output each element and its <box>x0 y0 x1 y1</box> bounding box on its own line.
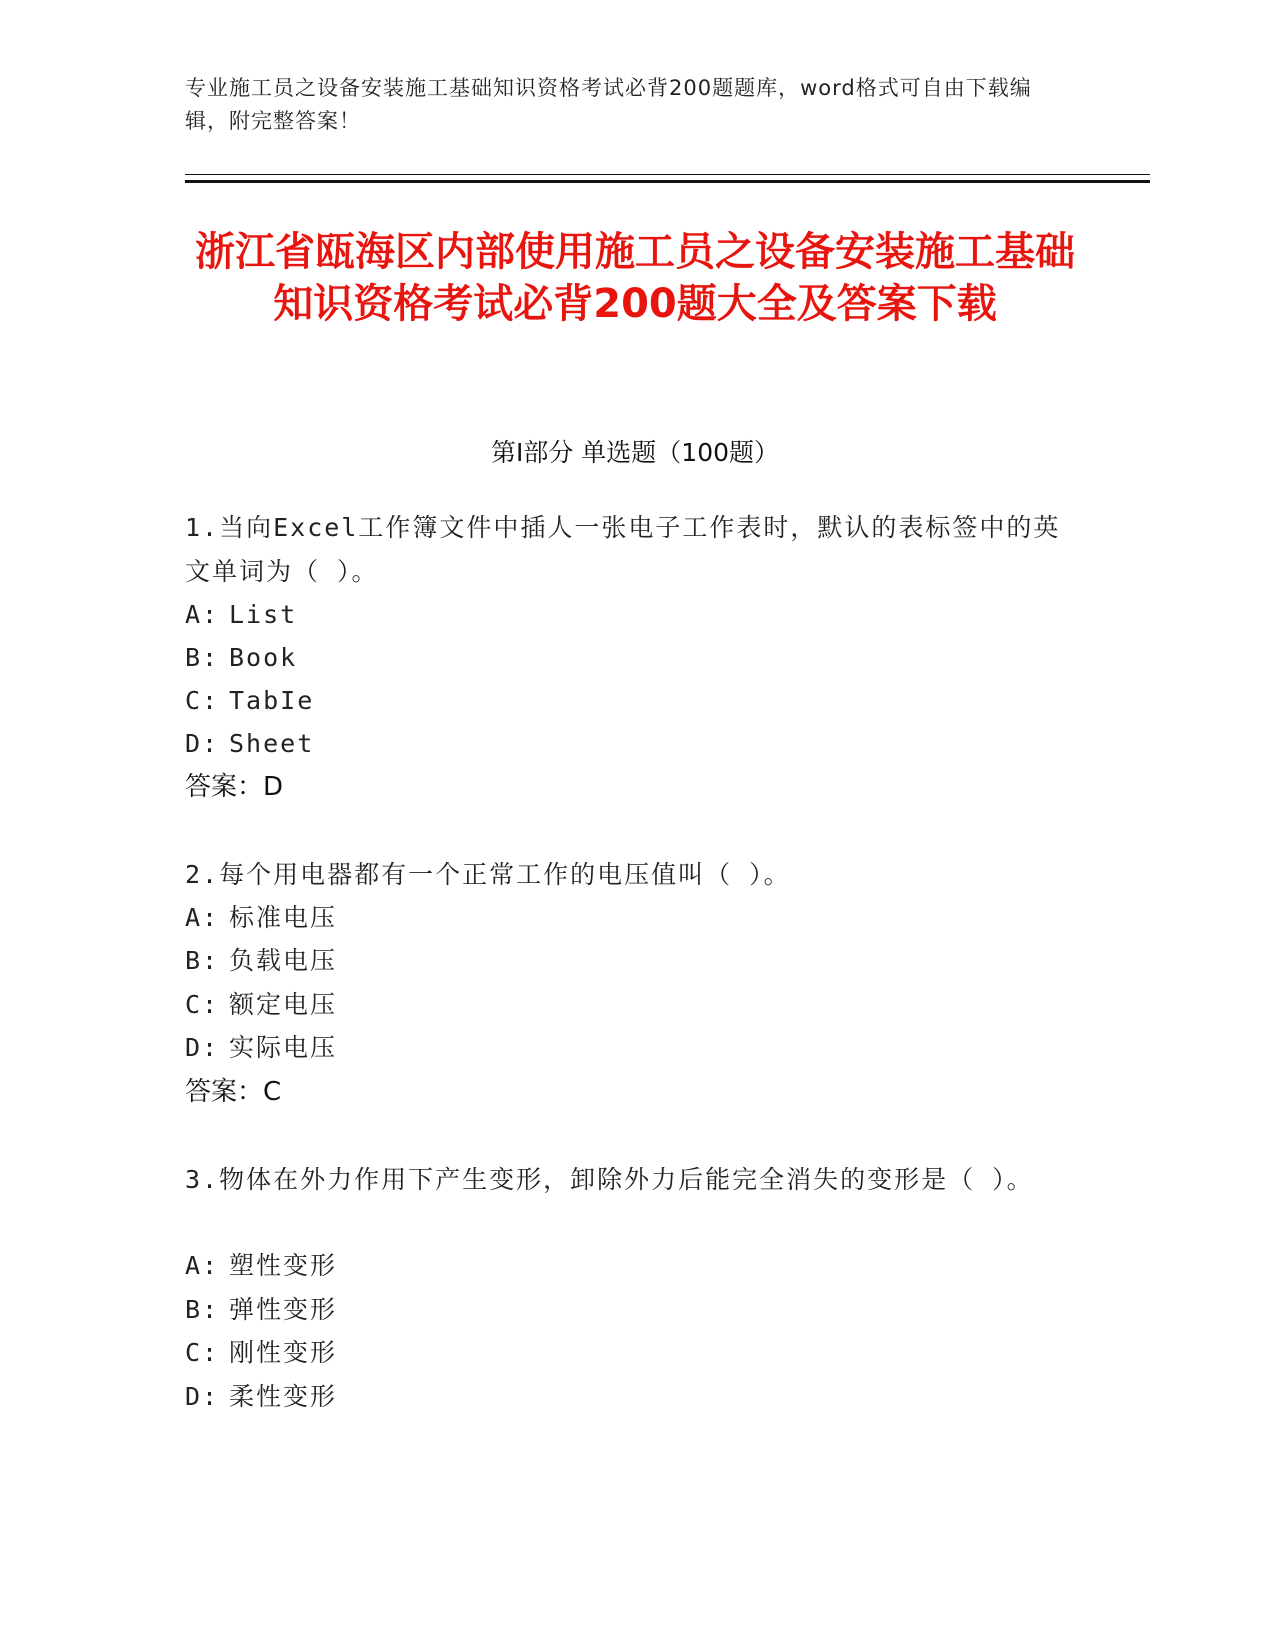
question-3-text: 3.物体在外力作用下产生变形，卸除外力后能完全消失的变形是（ ）。 <box>185 1165 1034 1194</box>
question-3-option-a <box>185 1248 337 1284</box>
header-rule-thick <box>185 180 1150 183</box>
section-title: 第Ⅰ部分 单选题（100题） <box>490 438 780 467</box>
option-key: A: <box>185 903 220 932</box>
option-value: 塑性变形 <box>229 1251 338 1280</box>
question-1-option-a <box>185 597 297 633</box>
question-3-option-d <box>185 1379 337 1415</box>
question-3-option-c <box>185 1335 337 1371</box>
option-value: 标准电压 <box>229 903 338 932</box>
option-value: Sheet <box>229 729 315 758</box>
question-2-answer: 答案：C <box>185 1077 282 1107</box>
question-1-text: 1.当向Excel工作簿文件中插人一张电子工作表时，默认的表标签中的英文单词为（ ）。 <box>185 513 1061 586</box>
question-2-text: 2.每个用电器都有一个正常工作的电压值叫（ ）。 <box>185 860 791 889</box>
header-note: 专业施工员之设备安装施工基础知识资格考试必背200题题库，word格式可自由下载编辑，附完整答案！ <box>185 76 1032 133</box>
option-value: 刚性变形 <box>229 1338 338 1367</box>
option-key: D: <box>185 729 220 758</box>
option-key: B: <box>185 946 220 975</box>
option-value: 额定电压 <box>229 990 338 1019</box>
option-key: A: <box>185 1251 220 1280</box>
option-key: D: <box>185 1382 220 1411</box>
option-key: C: <box>185 1338 220 1367</box>
header-rule-thin <box>185 174 1150 175</box>
option-key: C: <box>185 990 220 1019</box>
option-key: B: <box>185 643 220 672</box>
question-2-option-a <box>185 900 337 936</box>
option-value: 实际电压 <box>229 1033 338 1062</box>
document-title: 浙江省瓯海区内部使用施工员之设备安装施工基础知识资格考试必背200题大全及答案下载 <box>195 229 1075 327</box>
option-value: Book <box>229 643 298 672</box>
option-value: 弹性变形 <box>229 1295 338 1324</box>
question-2-option-b <box>185 943 337 979</box>
option-key: D: <box>185 1033 220 1062</box>
option-value: 柔性变形 <box>229 1382 338 1411</box>
option-value: TabIe <box>229 686 315 715</box>
option-key: C: <box>185 686 220 715</box>
option-key: A: <box>185 600 220 629</box>
question-1-option-c <box>185 683 314 719</box>
question-1-option-d <box>185 726 314 762</box>
question-3-option-b <box>185 1292 337 1328</box>
question-1-answer: 答案：D <box>185 772 284 802</box>
question-1-option-b <box>185 640 297 676</box>
option-key: B: <box>185 1295 220 1324</box>
option-value: List <box>229 600 298 629</box>
question-2-option-c <box>185 987 337 1023</box>
question-2-option-d <box>185 1030 337 1066</box>
option-value: 负载电压 <box>229 946 338 975</box>
